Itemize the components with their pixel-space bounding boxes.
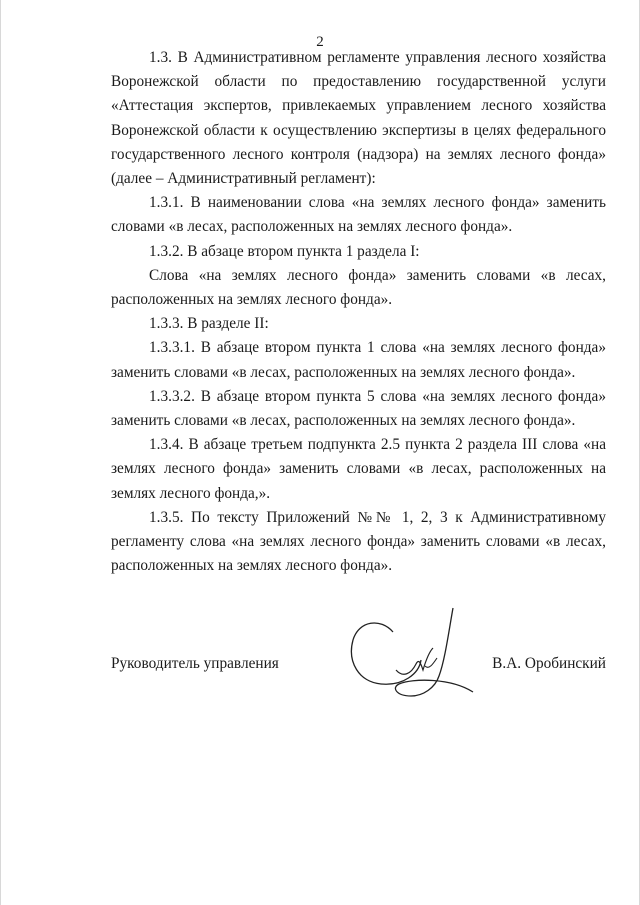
paragraph-1-3-1: 1.3.1. В наименовании слова «на землях лесного фонда» заменить словами «в лесах, расположенных на землях лесного фонда».	[111, 194, 606, 236]
paragraph-1-3-3: 1.3.3. В разделе II:	[149, 315, 269, 333]
signer-position: Руководитель управления	[111, 655, 279, 672]
paragraph-1-3-5: 1.3.5. По тексту Приложений №№ 1, 2, 3 к Административному регламенту слова «на землях лесного фонда» заменить словами «в лесах, расположенных на землях лесного фонда».	[111, 508, 606, 575]
paragraph-1-3-3-2: 1.3.3.2. В абзаце втором пункта 5 слова «на землях лесного фонда» заменить словами «в лесах, расположенных на землях лесного фонда».	[111, 387, 606, 430]
paragraph-1-3-4: 1.3.4. В абзаце третьем подпункта 2.5 пункта 2 раздела III слова «на землях лесного фонда» заменить словами «в лесах, расположенных на землях лесного фонда,».	[111, 436, 606, 502]
paragraph-1-3-2-text: Слова «на землях лесного фонда» заменить словами «в лесах, расположенных на землях лесного фонда».	[111, 266, 606, 309]
paragraph-1-3-3-1: 1.3.3.1. В абзаце втором пункта 1 слова «на землях лесного фонда» заменить словами «в лесах, расположенных на землях лесного фонда».	[111, 339, 606, 381]
signature-row	[111, 655, 606, 679]
document-body	[111, 46, 606, 578]
signer-name: В.А. Оробинский	[492, 655, 606, 672]
page-number: 2	[316, 34, 324, 50]
paragraph-1-3-2: 1.3.2. В абзаце втором пункта 1 раздела I:	[149, 242, 420, 260]
paragraph-1-3: 1.3. В Административном регламенте управления лесного хозяйства Воронежской области по предоставлению государственной услуги «Аттестация экспертов, привлекаемых управлением лесного хозяйства Воронежской области к осуществлению экспертизы в целях федерального государственного лесного контроля (надзора) на землях лесного фонда» (далее – Административный регламент):	[111, 49, 606, 188]
